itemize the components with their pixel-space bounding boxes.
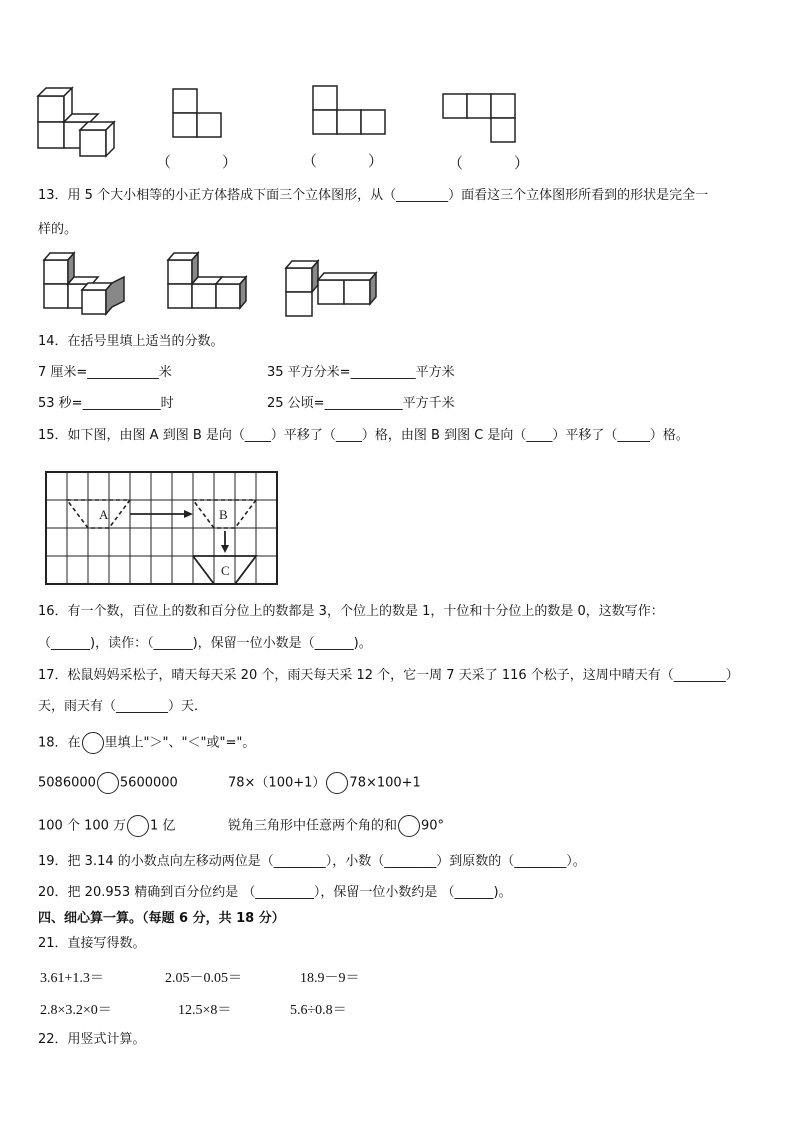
top-view-c (312, 85, 390, 137)
q15-grid-figure (45, 471, 279, 587)
q18-row-c (38, 815, 175, 837)
top-3d-figure (36, 86, 126, 158)
q21-item-5: 12.5×8＝ (178, 1003, 232, 1018)
q18-title (38, 732, 255, 754)
q16-line2: （______)，读作：（______)，保留一位小数是（______)。 (38, 636, 372, 651)
q18-d-left: 锐角三角形中任意两个角的和 (228, 818, 398, 834)
compare-circle-1[interactable] (97, 772, 119, 794)
paren-close-2: ） (368, 152, 384, 170)
q21-item-6: 5.6÷0.8＝ (290, 1003, 347, 1018)
q18-c-left: 100 个 100 万 (38, 818, 127, 834)
q13-figure-2 (166, 250, 256, 320)
q18-row-b (228, 772, 421, 794)
q18-a-left: 5086000 (38, 775, 96, 791)
paren-close-1: ） (222, 153, 238, 171)
q14-item-2: 35 平方分米=__________平方米 (267, 365, 455, 380)
q17-line2: 天，雨天有（________）天． (38, 699, 208, 714)
q14-item-4: 25 公顷=____________平方千米 (267, 396, 455, 411)
top-view-b (172, 88, 227, 138)
q13-figure-3 (284, 256, 384, 320)
compare-circle-4[interactable] (398, 815, 420, 837)
q18-title-b: 里填上"＞"、"＜"或"="。 (104, 735, 256, 751)
paren-open-3: （ (448, 154, 464, 172)
q22-title: 22．用竖式计算。 (38, 1032, 146, 1047)
q18-title-a: 18．在 (38, 735, 81, 751)
q19-text: 19．把 3.14 的小数点向左移动两位是（________），小数（________）到原数的（________）。 (38, 854, 586, 869)
q14-item-1: 7 厘米=___________米 (38, 365, 172, 380)
q17-line1: 17．松鼠妈妈采松子，晴天每天采 20 个，雨天每天采 12 个，它一周 7 天采了 116 个松子，这周中晴天有（________） (38, 668, 739, 683)
q18-b-left: 78×（100+1） (228, 775, 326, 791)
compare-circle-3[interactable] (127, 815, 149, 837)
paren-open-1: （ (156, 153, 172, 171)
q18-b-right: 78×100+1 (349, 775, 421, 791)
q20-text: 20．把 20.953 精确到百分位约是 （_________），保留一位小数约是 （______)。 (38, 885, 512, 900)
q14-title: 14．在括号里填上适当的分数。 (38, 334, 224, 349)
q13-line1: 13．用 5 个大小相等的小正方体搭成下面三个立体图形，从（________）面看这三个立体图形所看到的形状是完全一 (38, 188, 709, 203)
q16-line1: 16．有一个数，百位上的数和百分位上的数都是 3，个位上的数是 1，十位和十分位上的数是 0，这数写作： (38, 604, 664, 619)
q21-item-4: 2.8×3.2×0＝ (40, 1003, 112, 1018)
q13-figure-1 (42, 250, 132, 320)
q18-row-a (38, 772, 178, 794)
q18-a-right: 5600000 (119, 775, 178, 791)
label-b: B (219, 507, 228, 522)
q15-text: 15．如下图，由图 A 到图 B 是向（____）平移了（____）格，由图 B 到图 C 是向（____）平移了（_____）格。 (38, 428, 689, 443)
paren-open-2: （ (302, 152, 318, 170)
section4-title: 四、细心算一算。（每题 6 分，共 18 分） (38, 911, 285, 926)
top-view-d (442, 93, 520, 145)
q21-item-1: 3.61+1.3＝ (40, 971, 104, 986)
label-c: C (221, 563, 230, 578)
paren-close-3: ） (514, 154, 530, 172)
label-a: A (99, 507, 109, 522)
q14-item-3: 53 秒=____________时 (38, 396, 174, 411)
q13-line2: 样的。 (38, 222, 78, 237)
q18-c-right: 1 亿 (150, 818, 176, 834)
q18-row-d (228, 815, 444, 837)
q21-item-3: 18.9－9＝ (300, 971, 360, 986)
q18-d-right: 90° (421, 818, 445, 834)
q21-item-2: 2.05－0.05＝ (165, 971, 242, 986)
compare-circle-icon (82, 732, 104, 754)
compare-circle-2[interactable] (326, 772, 348, 794)
q21-title: 21．直接写得数。 (38, 936, 146, 951)
